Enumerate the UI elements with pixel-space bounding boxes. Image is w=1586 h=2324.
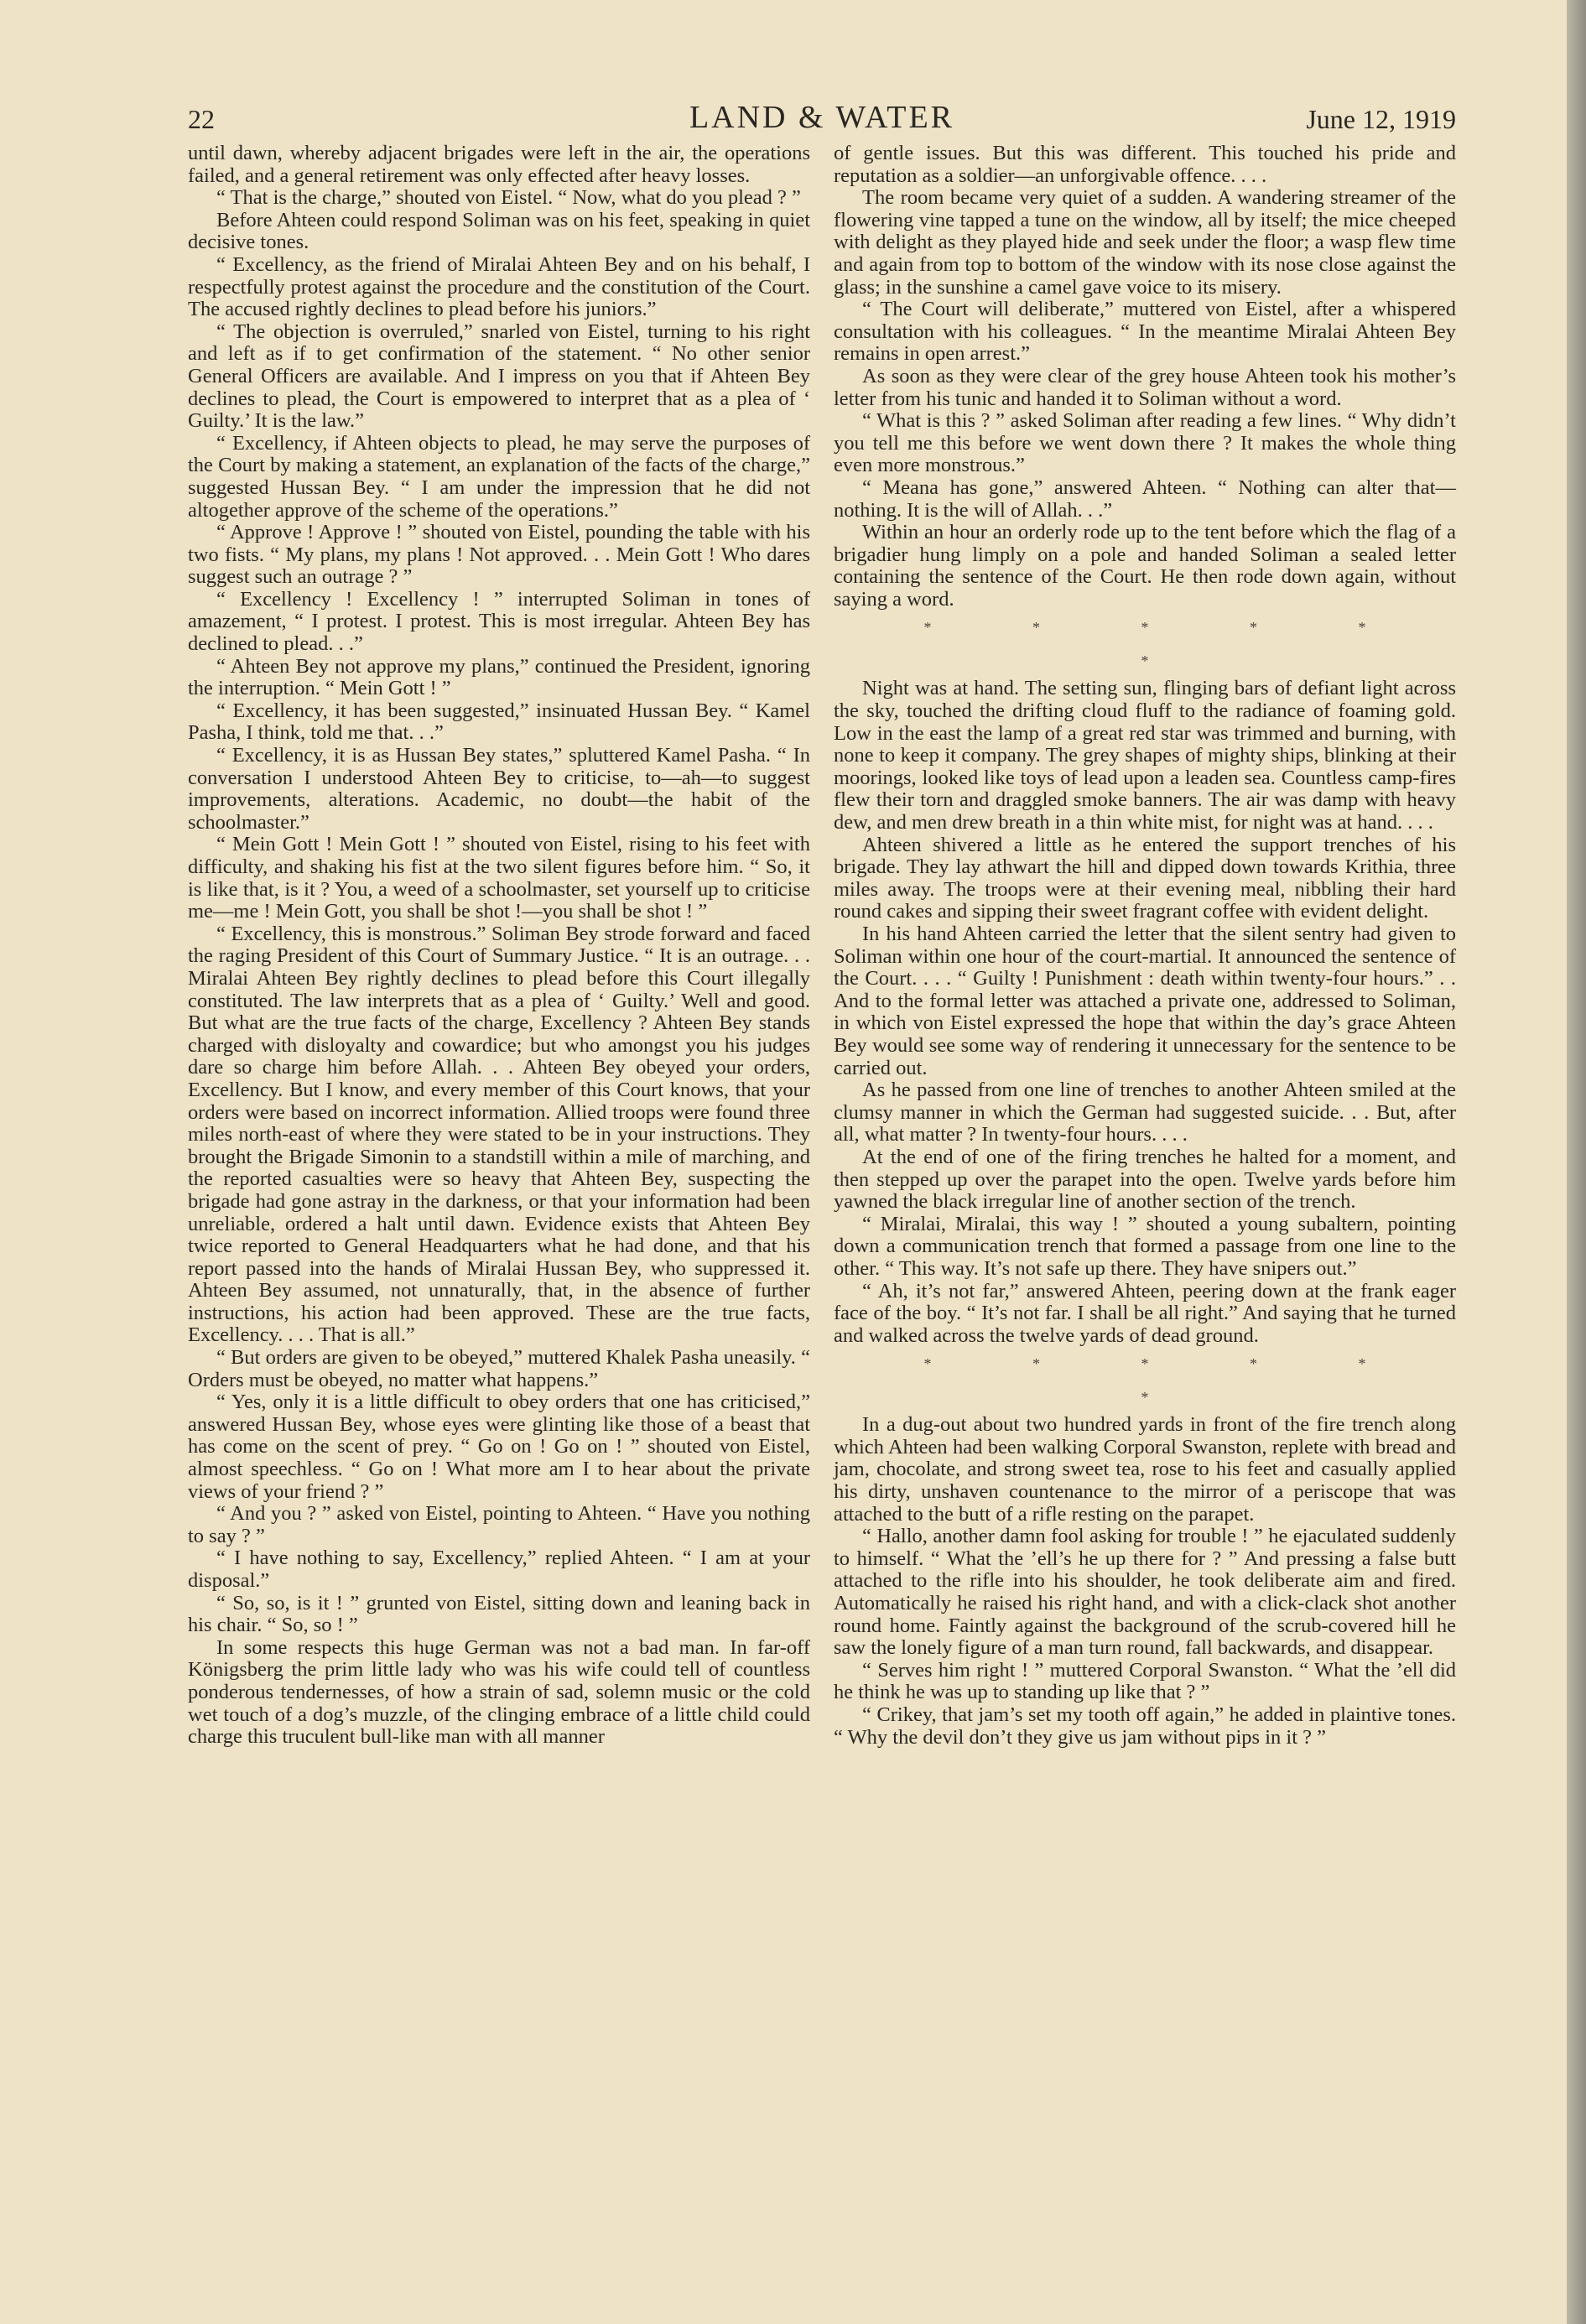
section-separator: * * * * * * [923,1355,1415,1406]
paragraph: “ Excellency ! Excellency ! ” interrupted Soliman in tones of amazement, “ I protest. I protest. This is most irregular. Ahteen Bey has declined to plead. . .” [188,587,810,656]
binding-edge [1567,0,1586,2324]
paragraph: “ Excellency, as the friend of Miralai Ahteen Bey and on his behalf, I respectfully protest against the procedure and the constitution of the Court. The accused rightly declines to plead before his juniors.” [188,252,810,321]
paragraph: Within an hour an orderly rode up to the tent before which the flag of a brigadier hung limply on a pole and handed Soliman a sealed letter containing the sentence of the Court. He then rode down again, without saying a word. [834,521,1456,611]
section-separator: * * * * * * [923,619,1415,670]
paragraph: “ Meana has gone,” answered Ahteen. “ Nothing can alter that—nothing. It is the will of Allah. . .” [834,476,1456,522]
paragraph: “ Yes, only it is a little difficult to obey orders that one has criticised,” answered Hussan Bey, whose eyes were glinting like those of a beast that has come on the scent of prey. “ Go on ! Go on ! ” shouted von Eistel, almost speechless. “ Go on ! What more am I to hear about the private views of your friend ? ” [188,1391,810,1503]
page-number: 22 [188,104,215,134]
paragraph: “ And you ? ” asked von Eistel, pointing to Ahteen. “ Have you nothing to say ? ” [188,1502,810,1547]
paragraph: As he passed from one line of trenches to another Ahteen smiled at the clumsy manner in which the German had suggested suicide. . . But, after all, what matter ? In twenty-four hours. . . . [834,1079,1456,1146]
paragraph: “ Serves him right ! ” muttered Corporal Swanston. “ What the ’ell did he think he was up to standing up like that ? ” [834,1658,1456,1704]
paragraph: “ Excellency, it is as Hussan Bey states,” spluttered Kamel Pasha. “ In conversation I understood Ahteen Bey to criticise, to—ah—to suggest improvements, alterations. Academic, no doubt—the habit of the schoolmaster.” [188,744,810,834]
paragraph: In some respects this huge German was not a bad man. In far-off Königsberg the prim little lady who was his wife could tell of countless ponderous tendernesses, of how a strain of sad, solemn music or the cold wet touch of a dog’s muzzle, of the clinging embrace of a little child could charge this truculent bull-like man with all manner [188,1635,810,1749]
issue-date: June 12, 1919 [1306,104,1456,134]
paragraph: “ Excellency, this is monstrous.” Soliman Bey strode forward and faced the raging President of this Court of Summary Justice. “ It is an outrage. . . Miralai Ahteen Bey rightly declines to plead before this Court illegally constituted. The law interprets that as a plea of ‘ Guilty.’ Well and good. But what are the true facts of the charge, Excellency ? Ahteen Bey stands charged with disloyalty and cowardice; but who amongst you his judges dare so charge him before Allah. . . Ahteen Bey obeyed your orders, Excellency. But I know, and every member of this Court knows, that your orders were based on incorrect information. Allied troops were found three miles north-east of where they were stated to be in your instructions. They brought the Brigade Simonin to a standstill within a mile of marching, and the reported casualties were so heavy that Ahteen Bey, suspecting the brigade had gone astray in the darkness, or that your information had been unreliable, ordered a halt until dawn. Evidence exists that Ahteen Bey twice reported to General Headquarters what he had done, and that his report passed into the hands of Miralai Hussan Bey, who suppressed it. Ahteen Bey assumed, not unnaturally, that, in the absence of further instructions, his action had been approved. These are the true facts, Excellency. . . . That is all.” [188,922,810,1347]
publication-title: LAND & WATER [689,100,955,135]
paragraph: “ So, so, is it ! ” grunted von Eistel, sitting down and leaning back in his chair. “ So, so ! ” [188,1591,810,1637]
paragraph: “ Excellency, it has been suggested,” insinuated Hussan Bey. “ Kamel Pasha, I think, told me that. . .” [188,699,810,745]
paragraph: “ The Court will deliberate,” muttered von Eistel, after a whispered consultation with his colleagues. “ In the meantime Miralai Ahteen Bey remains in open arrest.” [834,298,1456,366]
paragraph: “ But orders are given to be obeyed,” muttered Khalek Pasha uneasily. “ Orders must be obeyed, no matter what happens.” [188,1346,810,1391]
paragraph: “ Ah, it’s not far,” answered Ahteen, peering down at the frank eager face of the boy. “ It’s not far. I shall be all right.” And saying that he turned and walked across the twelve yards of dead ground. [834,1279,1456,1347]
paragraph: “ Excellency, if Ahteen objects to plead, he may serve the purposes of the Court by making a statement, an explanation of the facts of the charge,” suggested Hussan Bey. “ I am under the impression that he did not altogether approve of the scheme of the operations.” [188,431,810,522]
paragraph: Ahteen shivered a little as he entered the support trenches of his brigade. They lay athwart the hill and dipped down towards Krithia, three miles away. The troops were at their evening meal, nibbling their hard round cakes and sipping their sweet fragrant coffee with evident delight. [834,833,1456,923]
left-column [188,143,810,1749]
paragraph: “ Hallo, another damn fool asking for trouble ! ” he ejaculated suddenly to himself. “ What the ’ell’s he up there for ? ” And pressing a false butt attached to the rifle into his shoulder, he took deliberate aim and fired. Automatically he raised his right hand, and with a click-clack shot another round home. Faintly against the background of the scrub-covered hill he saw the lonely figure of a man turn round, fall backwards, and disappear. [834,1525,1456,1660]
paragraph: At the end of one of the firing trenches he halted for a moment, and then stepped up over the parapet into the open. Twelve yards before him yawned the black irregular line of another section of the trench. [834,1145,1456,1214]
paragraph: “ Miralai, Miralai, this way ! ” shouted a young subaltern, pointing down a communication trench that formed a passage from one line to the other. “ This way. It’s not safe up there. They have snipers out.” [834,1212,1456,1280]
paragraph: “ Approve ! Approve ! ” shouted von Eistel, pounding the table with his two fists. “ My plans, my plans ! Not approved. . . Mein Gott ! Who dares suggest such an outrage ? ” [188,521,810,589]
paragraph: “ That is the charge,” shouted von Eistel. “ Now, what do you plead ? ” [216,186,801,210]
paragraph: As soon as they were clear of the grey house Ahteen took his mother’s letter from his tunic and handed it to Soliman without a word. [834,364,1456,410]
right-column [834,143,1456,1749]
paragraph: “ The objection is overruled,” snarled von Eistel, turning to his right and left as if to get confirmation of the statement. “ No other senior General Officers are available. And I impress on you that if Ahteen Bey declines to plead, the Court is empowered to interpret that as a plea of ‘ Guilty.’ It is the law.” [188,320,810,433]
paragraph: “ Crikey, that jam’s set my tooth off again,” he added in plaintive tones. “ Why the devil don’t they give us jam without pips in it ? ” [834,1703,1456,1749]
paragraph: In his hand Ahteen carried the letter that the silent sentry had given to Soliman within one hour of the court-martial. It announced the sentence of the Court. . . . “ Guilty ! Punishment : death within twenty-four hours.” . . And to the formal letter was attached a private one, addressed to Soliman, in which von Eistel expressed the hope that within the day’s grace Ahteen Bey would see some way of rendering it unnecessary for the sentence to be carried out. [834,923,1456,1079]
paragraph: “ Mein Gott ! Mein Gott ! ” shouted von Eistel, rising to his feet with difficulty, and shaking his fist at the two silent figures before him. “ So, it is like that, is it ? You, a weed of a schoolmaster, set yourself up to criticise me—me ! Mein Gott, you shall be shot !—you shall be shot ! ” [188,833,810,923]
paragraph: until dawn, whereby adjacent brigades were left in the air, the operations failed, and a general retirement was only effected after heavy losses. [188,142,810,187]
paragraph: “ What is this ? ” asked Soliman after reading a few lines. “ Why didn’t you tell me this before we went down there ? It makes the whole thing even more monstrous.” [834,409,1456,477]
paragraph: In a dug-out about two hundred yards in front of the fire trench along which Ahteen had been walking Corporal Swanston, replete with bread and jam, chocolate, and strong sweet tea, rose to his feet and casually applied his dirty, unshaven countenance to the mirror of a periscope that was attached to the butt of a rifle resting on the parapet. [834,1413,1456,1526]
paragraph: “ Ahteen Bey not approve my plans,” continued the President, ignoring the interruption. “ Mein Gott ! ” [188,654,810,700]
paragraph: Before Ahteen could respond Soliman was on his feet, speaking in quiet decisive tones. [188,208,810,254]
paragraph: The room became very quiet of a sudden. A wandering streamer of the flowering vine tapped a tune on the window, all by itself; the mice cheeped with delight as they played hide and seek under the floor; a wasp flew time and again from top to bottom of the window with its nose close against the glass; in the sunshine a camel gave voice to its misery. [834,186,1456,299]
paragraph: “ I have nothing to say, Excellency,” replied Ahteen. “ I am at your disposal.” [188,1547,810,1592]
paragraph: Night was at hand. The setting sun, flinging bars of defiant light across the sky, touched the drifting cloud fluff to the radiance of foaming gold. Low in the east the lamp of a great red star was trimmed and burning, with none to keep it company. The grey shapes of mighty ships, blinking at their moorings, looked like toys of lead upon a leaden sea. Countless camp-fires flew their torn and draggled smoke banners. The air was damp with heavy dew, and men drew breath in a thin white mist, for night was at hand. . . . [834,677,1456,834]
page-header [188,99,1456,141]
paragraph: of gentle issues. But this was different. This touched his pride and reputation as a soldier—an unforgivable offence. . . . [834,142,1456,187]
